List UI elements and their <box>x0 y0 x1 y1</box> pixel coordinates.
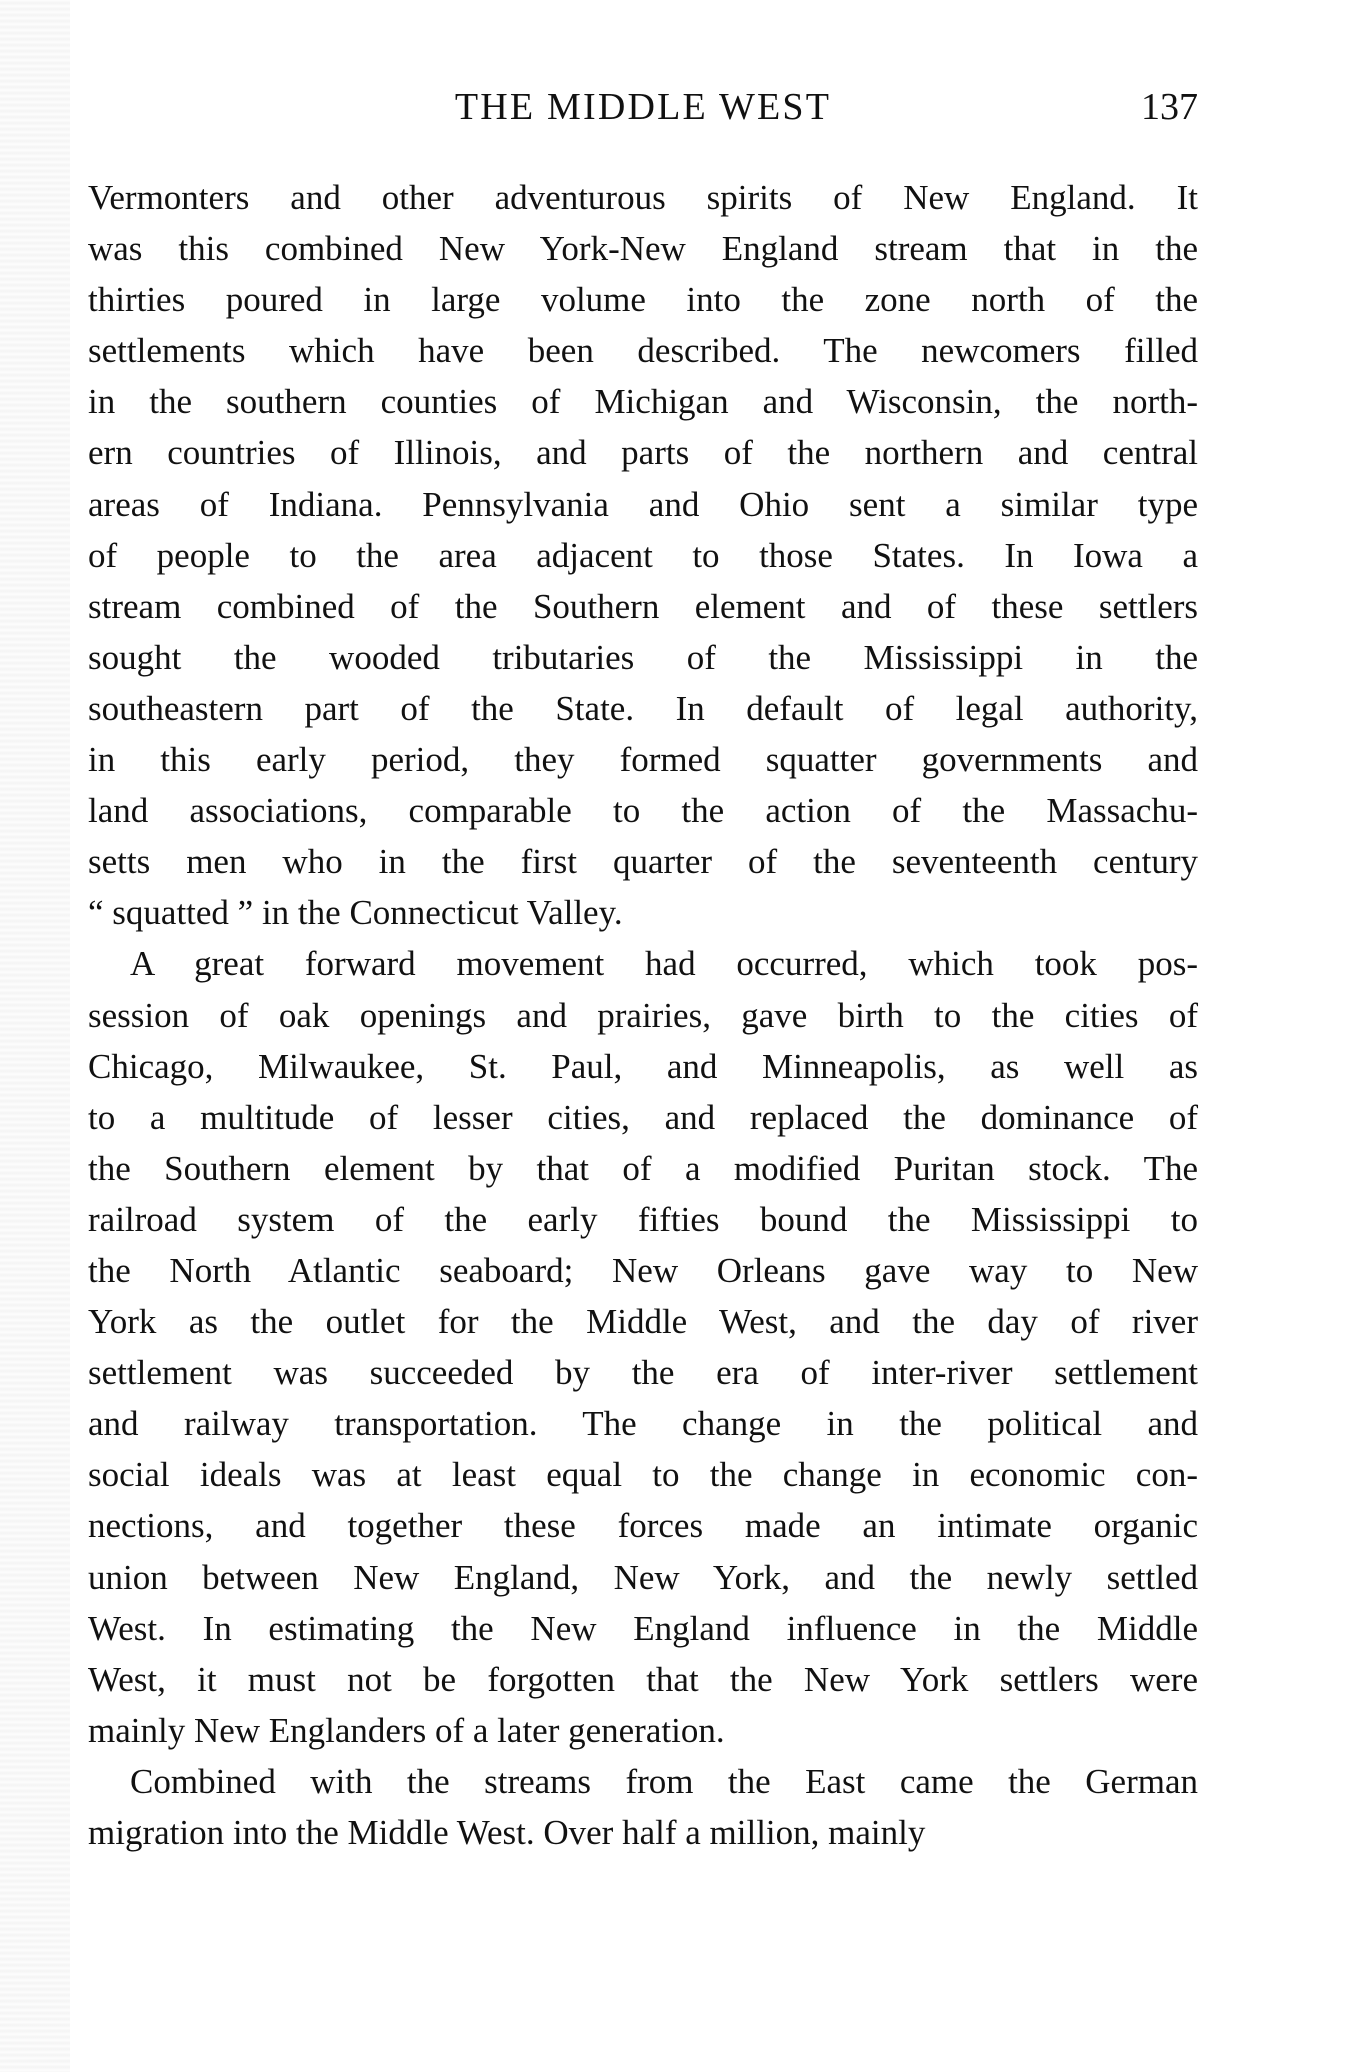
text-line: nections, and together these forces made an intimate organic <box>88 1506 1198 1546</box>
text-line: stream combined of the Southern element and of these settlers <box>88 586 1198 626</box>
text-line: union between New England, New York, and the newly settled <box>88 1557 1198 1597</box>
text-line: in the southern counties of Michigan and Wisconsin, the north- <box>88 382 1198 422</box>
text-line: social ideals was at least equal to the change in economic con- <box>88 1455 1198 1495</box>
text-line: “ squatted ” in the Connecticut Valley. <box>88 893 623 933</box>
text-line: setts men who in the first quarter of the seventeenth century <box>88 842 1198 882</box>
text-line: the North Atlantic seaboard; New Orleans gave way to New <box>88 1250 1198 1290</box>
paragraph <box>88 172 1198 938</box>
text-line: ern countries of Illinois, and parts of the northern and central <box>88 433 1198 473</box>
text-line: Vermonters and other adventurous spirits of New England. It <box>88 178 1198 217</box>
text-line: land associations, comparable to the action of the Massachu- <box>88 791 1198 831</box>
text-line: railroad system of the early fifties bound the Mississippi to <box>88 1199 1198 1239</box>
text-line: thirties poured in large volume into the zone north of the <box>88 280 1198 320</box>
text-line: settlements which have been described. The newcomers filled <box>88 331 1198 371</box>
text-line: and railway transportation. The change in the political and <box>88 1404 1198 1444</box>
text-line: of people to the area adjacent to those States. In Iowa a <box>88 535 1198 575</box>
running-head <box>88 80 1198 172</box>
text-line: West, it must not be forgotten that the New York settlers were <box>88 1659 1198 1699</box>
book-page <box>88 80 1198 1858</box>
running-head-title: THE MIDDLE WEST <box>454 86 832 128</box>
text-line: southeastern part of the State. In default of legal authority, <box>88 688 1198 728</box>
scanned-page-edge <box>0 0 70 2072</box>
text-line: session of oak openings and prairies, gave birth to the cities of <box>88 995 1198 1035</box>
body-text <box>88 172 1198 1858</box>
text-line: sought the wooded tributaries of the Mississippi in the <box>88 637 1198 677</box>
text-line: Chicago, Milwaukee, St. Paul, and Minneapolis, as well as <box>88 1046 1198 1086</box>
text-line: migration into the Middle West. Over half a million, mainly <box>88 1813 926 1852</box>
text-line: was this combined New York-New England stream that in the <box>88 229 1198 269</box>
paragraph <box>88 938 1198 1756</box>
page-number: 137 <box>1141 86 1198 128</box>
text-line: mainly New Englanders of a later generation. <box>88 1710 725 1750</box>
text-line: Combined with the streams from the East came the German <box>130 1761 1198 1801</box>
paragraph <box>88 1756 1198 1858</box>
text-line: York as the outlet for the Middle West, and the day of river <box>88 1302 1198 1342</box>
text-line: areas of Indiana. Pennsylvania and Ohio sent a similar type <box>88 484 1198 524</box>
text-line: West. In estimating the New England influence in the Middle <box>88 1608 1198 1648</box>
text-line: A great forward movement had occurred, which took pos- <box>130 944 1198 984</box>
text-line: to a multitude of lesser cities, and replaced the dominance of <box>88 1097 1198 1137</box>
text-line: settlement was succeeded by the era of inter-river settlement <box>88 1353 1198 1393</box>
text-line: the Southern element by that of a modified Puritan stock. The <box>88 1148 1198 1188</box>
text-line: in this early period, they formed squatter governments and <box>88 740 1198 780</box>
